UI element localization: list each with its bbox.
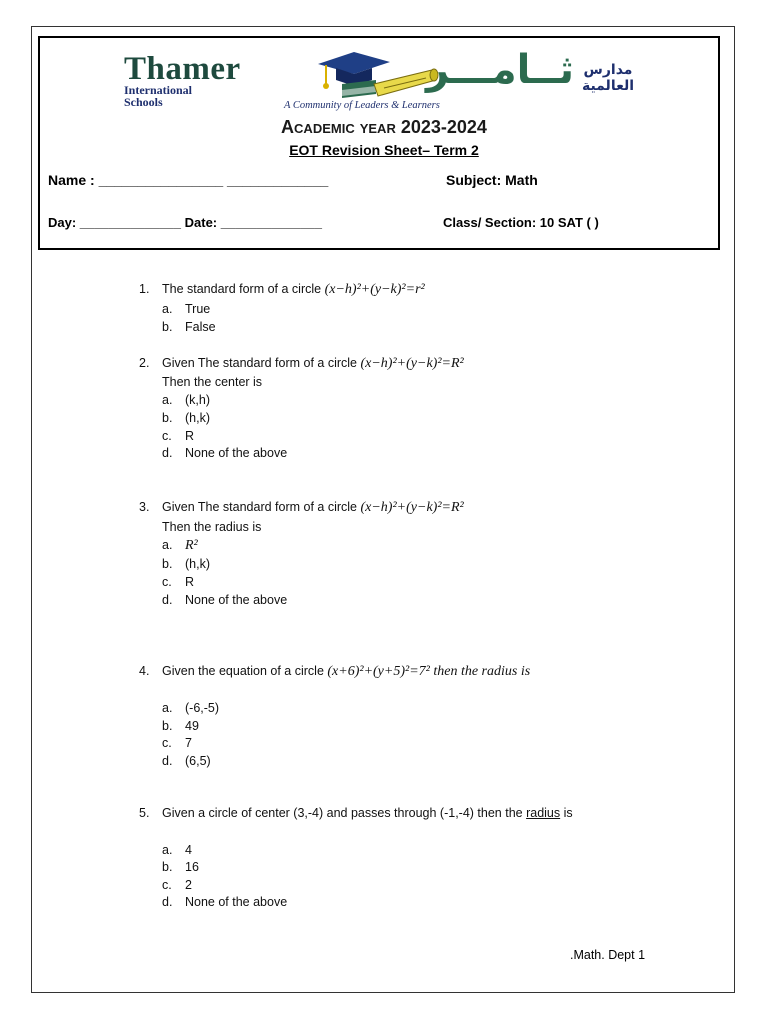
logo-ar-line2: العالمية	[581, 78, 635, 94]
footer-dept: .Math. Dept 1	[570, 948, 646, 962]
option-text: 2	[185, 878, 192, 892]
option-text: R	[185, 575, 195, 589]
option-letter: a.	[162, 302, 173, 316]
option-text: R²	[185, 538, 198, 553]
question-number: 1.	[139, 282, 150, 296]
option-letter: c.	[162, 575, 172, 589]
question-underlined-word: radius	[526, 806, 561, 820]
question-formula: (x−h)²+(y−k)²=R²	[360, 500, 464, 515]
option-letter: b.	[162, 860, 173, 874]
option-letter: b.	[162, 411, 173, 425]
question-text	[162, 664, 530, 680]
day-date-field: Day: ______________ Date: ______________	[48, 215, 322, 230]
question-subtext: Then the center is	[162, 375, 263, 389]
option-letter: a.	[162, 538, 173, 552]
option-letter: d.	[162, 446, 173, 460]
option-letter: b.	[162, 320, 173, 334]
question-stem: Given The standard form of a circle	[162, 356, 357, 370]
question-subtext: Then the radius is	[162, 520, 262, 534]
question-stem: Given a circle of center (3,-4) and passes through (-1,-4) then the	[162, 806, 523, 820]
option-text: False	[185, 320, 216, 334]
option-letter: b.	[162, 719, 173, 733]
option-text: (k,h)	[185, 393, 210, 407]
question-stem: The standard form of a circle	[162, 282, 322, 296]
option-text: (-6,-5)	[185, 701, 220, 715]
option-letter: c.	[162, 736, 172, 750]
option-text: 49	[185, 719, 199, 733]
option-letter: d.	[162, 895, 173, 909]
question-text	[162, 500, 464, 516]
option-text: 4	[185, 843, 192, 857]
option-text: (6,5)	[185, 754, 211, 768]
logo-tagline: A Community of Leaders & Learners	[284, 100, 440, 111]
logo-sub-line2: Schools	[124, 95, 163, 109]
question-number: 5.	[139, 806, 150, 820]
option-letter: d.	[162, 593, 173, 607]
option-text: None of the above	[185, 446, 288, 460]
question-text	[162, 282, 425, 298]
question-stem: Given the equation of a circle	[162, 664, 324, 678]
option-letter: a.	[162, 843, 173, 857]
option-letter: d.	[162, 754, 173, 768]
option-letter: c.	[162, 878, 172, 892]
question-number: 3.	[139, 500, 150, 514]
question-formula: (x−h)²+(y−k)²=r²	[324, 282, 425, 297]
question-number: 2.	[139, 356, 150, 370]
question-text	[162, 356, 464, 372]
option-text: 7	[185, 736, 192, 750]
logo-sub-line1: International	[124, 83, 193, 97]
academic-year-word: Academic year	[281, 117, 396, 137]
question-formula: (x+6)²+(y+5)²=7² then the radius is	[327, 664, 531, 679]
option-text: None of the above	[185, 895, 288, 909]
option-text: None of the above	[185, 593, 288, 607]
option-text: (h,k)	[185, 411, 210, 425]
option-letter: c.	[162, 429, 172, 443]
question-stem-end: is	[563, 806, 573, 820]
name-field: Name : ________________ _____________	[48, 172, 329, 188]
academic-year-value: 2023-2024	[400, 117, 487, 137]
question-text	[162, 806, 573, 820]
logo-ar-line1: مدارس	[583, 62, 633, 78]
option-text: True	[185, 302, 211, 316]
option-text: 16	[185, 860, 199, 874]
logo-arabic-name: ثــامـــر	[425, 47, 574, 93]
option-letter: a.	[162, 393, 173, 407]
question-number: 4.	[139, 664, 150, 678]
option-letter: a.	[162, 701, 173, 715]
option-text: R	[185, 429, 195, 443]
question-formula: (x−h)²+(y−k)²=R²	[360, 356, 464, 371]
sheet-title: EOT Revision Sheet– Term 2	[289, 142, 479, 158]
option-text: (h,k)	[185, 557, 210, 571]
class-section-field: Class/ Section: 10 SAT ( )	[443, 215, 599, 230]
subject-field: Subject: Math	[446, 172, 538, 188]
logo-english-name: Thamer	[124, 51, 241, 87]
question-stem: Given The standard form of a circle	[162, 500, 357, 514]
option-letter: b.	[162, 557, 173, 571]
